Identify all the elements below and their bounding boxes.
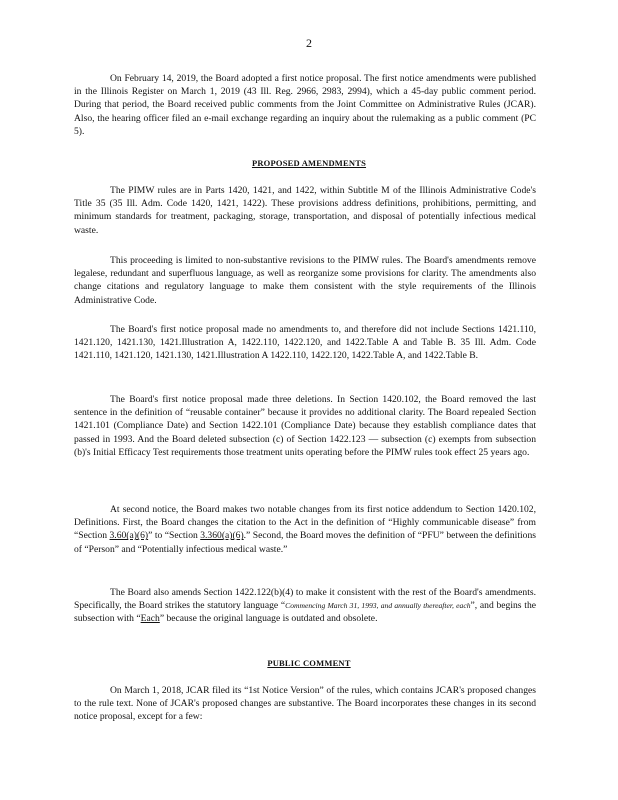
- paragraph-proceeding-scope: This proceeding is limited to non-substantive revisions to the PIMW rules. The Board's amendments remove legalese, redundant and superfluous language, as well as reorganize some provisions for clarity. The amendments also change citations and regulatory language to make them consistent with the style requirements of the Illinois Administrative Code.: [74, 255, 536, 306]
- paragraph-pimw-rules: The PIMW rules are in Parts 1420, 1421, and 1422, within Subtitle M of the Illinois Administrative Code's Title 35 (35 Ill. Adm. Code 1420, 1421, 1422). These provisions address definitions, prohibitions, permitting, and minimum standards for treatment, packaging, storage, transportation, and disposal of potentially infectious medical waste.: [74, 185, 536, 236]
- p6-text-c: .” Second, the Board moves the definition of “PFU” between the definitions of “Person” and “Potentially infectious medical waste.”: [74, 530, 536, 555]
- paragraph-second-notice-changes: [74, 503, 536, 556]
- paragraph-jcar-comment: On March 1, 2018, JCAR filed its “1st Notice Version” of the rules, which contains JCAR's proposed changes to the rule text. None of JCAR's proposed changes are substantive. The Board incorporates these changes in its second notice proposal, except for a few:: [74, 685, 536, 723]
- p7-text-b: ”, and begins the subsection with “: [74, 600, 536, 625]
- struck-statutory-language: Commencing March 31, 1993, and annually thereafter, each: [285, 601, 471, 611]
- paragraph-no-amendments: The Board's first notice proposal made no amendments to, and therefore did not include Sections 1421.110, 1421.120, 1421.130, 1421.Illustration A, 1422.110, 1422.120, and 1422.Table A and Table B. 35 Ill. Adm. Code 1421.110, 1421.120, 1421.130, 1421.Illustration A 1422.110, 1422.120, 1422.Table A, and 1422.Table B.: [74, 324, 536, 362]
- p7-text-c: ” because the original language is outdated and obsolete.: [159, 613, 378, 625]
- page-number: 2: [306, 36, 312, 50]
- heading-proposed-amendments-text: PROPOSED AMENDMENTS: [251, 158, 367, 168]
- citation-new: 3.360(a)(6): [200, 530, 244, 542]
- heading-public-comment: [0, 658, 618, 668]
- paragraph-section-1422-122: [74, 586, 536, 626]
- paragraph-deletions: The Board's first notice proposal made three deletions. In Section 1420.102, the Board removed the last sentence in the definition of “reusable container” because it provides no additional clarity. The Board repealed Section 1421.101 (Compliance Date) and Section 1422.101 (Compliance Date) because they establish compliance dates that passed in 1993. And the Board deleted subsection (c) of Section 1422.123 — subsection (c) exempts from subsection (b)'s Initial Efficacy Test requirements those treatment units operating before the PIMW rules took effect 25 years ago.: [74, 394, 536, 458]
- paragraph-first-notice: On February 14, 2019, the Board adopted a first notice proposal. The first notice amendments were published in the Illinois Register on March 1, 2019 (43 Ill. Reg. 2966, 2983, 2994), which a 45-day public comment period. During that period, the Board received public comments from the Joint Committee on Administrative Rules (JCAR). Also, the hearing officer filed an e-mail exchange regarding an inquiry about the rulemaking as a public comment (PC 5).: [74, 73, 536, 137]
- heading-proposed-amendments: [0, 158, 618, 168]
- each-underlined: Each: [140, 613, 160, 625]
- citation-old: 3.60(a)(6): [109, 530, 149, 542]
- heading-public-comment-text: PUBLIC COMMENT: [267, 658, 351, 668]
- p6-text-b: ” to “Section: [148, 530, 198, 542]
- p6-text-a: At second notice, the Board makes two notable changes from its first notice addendum to Section 1420.102, Definitions. First, the Board changes the citation to the Act in the definition of “Highly communicable disease” from “Section: [74, 504, 536, 542]
- p7-text-a: The Board also amends Section 1422.122(b)(4) to make it consistent with the rest of the Board's amendments. Specifically, the Board strikes the statutory language “: [74, 587, 536, 612]
